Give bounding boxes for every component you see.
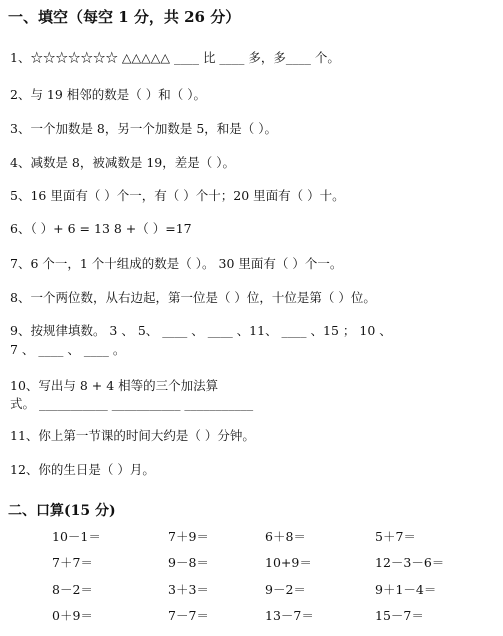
calc-item: 9－8＝	[168, 555, 209, 570]
section-1-heading: 一、填空（每空 1 分，共 26 分）	[8, 8, 241, 26]
question-5: 5、16 里面有（ ）个一，有（ ）个十；20 里面有（ ）十。	[10, 188, 345, 203]
section-2-heading: 二、口算(15 分)	[8, 503, 116, 519]
calc-item: 5＋7＝	[375, 529, 416, 544]
question-1: 1、☆☆☆☆☆☆☆ △△△△△ ____ 比 ____ 多，多____ 个。	[10, 50, 340, 65]
question-11: 11、你上第一节课的时间大约是（ ）分钟。	[10, 428, 255, 443]
calc-item: 9－2＝	[265, 582, 306, 597]
calc-item: 12－3－6＝	[375, 555, 445, 570]
question-9-line-2: 7 、 ____ 、 ____ 。	[10, 342, 126, 357]
question-9-line-1: 9、按规律填数。 3 、 5、 ____ 、 ____ 、11、 ____ 、15 ； 10 、	[10, 323, 392, 338]
question-3: 3、一个加数是 8，另一个加数是 5，和是（ ）。	[10, 121, 278, 136]
question-7: 7、6 个一，1 个十组成的数是（ ）。 30 里面有（ ）个一。	[10, 256, 343, 271]
calc-item: 0＋9＝	[52, 608, 93, 623]
calc-item: 9＋1－4＝	[375, 582, 437, 597]
question-10-line-2: 式。 ___________ ___________ ___________	[10, 396, 254, 411]
calc-item: 7－7＝	[168, 608, 209, 623]
calc-item: 3＋3＝	[168, 582, 209, 597]
calc-item: 8－2＝	[52, 582, 93, 597]
calc-item: 10+9＝	[265, 555, 312, 570]
question-4: 4、减数是 8，被减数是 19，差是（ ）。	[10, 155, 235, 170]
calc-item: 10－1＝	[52, 529, 101, 544]
question-2: 2、与 19 相邻的数是（ ）和（ ）。	[10, 87, 207, 102]
question-6: 6、（ ）+ 6 = 13 8 +（ ）=17	[10, 221, 192, 236]
question-10-line-1: 10、写出与 8 + 4 相等的三个加法算	[10, 378, 219, 393]
calc-item: 13－7＝	[265, 608, 314, 623]
calc-item: 15－7＝	[375, 608, 424, 623]
question-8: 8、一个两位数，从右边起，第一位是（ ）位，十位是第（ ）位。	[10, 290, 376, 305]
question-12: 12、你的生日是（ ）月。	[10, 462, 155, 477]
calc-item: 6＋8＝	[265, 529, 306, 544]
calc-item: 7＋7＝	[52, 555, 93, 570]
calc-item: 7＋9＝	[168, 529, 209, 544]
